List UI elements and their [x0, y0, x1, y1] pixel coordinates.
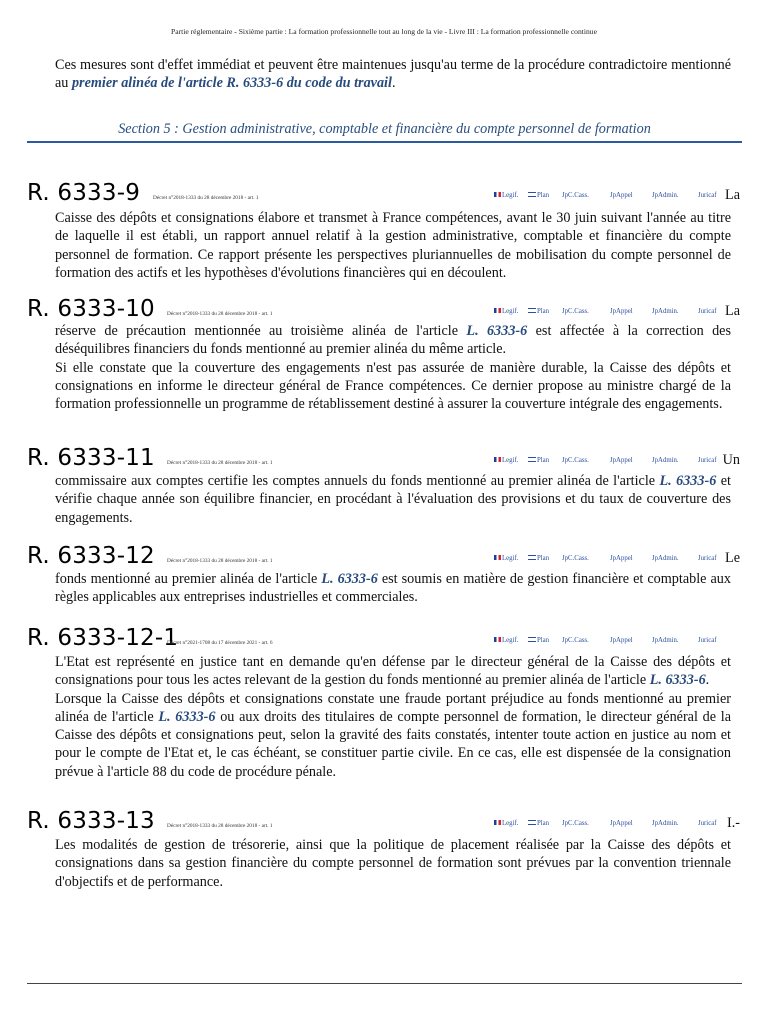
- link-legif[interactable]: [494, 637, 518, 644]
- link-label: Appel: [616, 555, 633, 562]
- link-label: Legif.: [502, 308, 519, 315]
- article-body: [55, 209, 731, 282]
- reference-links: [494, 820, 715, 830]
- link-label: C.Cass.: [568, 457, 589, 464]
- paragraph-text: ou aux droits des titulaires de compte personnel de formation, le directeur général de la Caisse des dépôts et consignations peut, selon la gravité des faits constatés, intenter toute action en justice au nom et pour le compte de l'Etat et, le cas échéant, se constituer partie civile. En ce cas, elle est dispensée de la consignation prévue à l'article 88 du code de procédure pénale.: [55, 708, 731, 780]
- link-legif[interactable]: [494, 192, 518, 199]
- link-admin[interactable]: [652, 555, 679, 562]
- jp-prefix: Jp: [652, 457, 659, 464]
- link-legif[interactable]: [494, 820, 518, 827]
- jp-prefix: Jp: [610, 457, 617, 464]
- link-label: C.Cass.: [568, 308, 589, 315]
- article-link[interactable]: L. 6333-6: [158, 708, 216, 725]
- paragraph-text: Lorsque la Caisse des dépôts et consignations constate une fraude portant préjudice au fonds mentionné au premier alinéa de l'article: [55, 690, 731, 725]
- link-label: Juricaf: [698, 308, 717, 315]
- jp-prefix: Jp: [610, 192, 617, 199]
- link-juricaf[interactable]: [698, 457, 717, 464]
- link-ccass[interactable]: [562, 637, 589, 644]
- article-body: [55, 653, 731, 781]
- link-label: Appel: [616, 637, 633, 644]
- article-number: R. 6333-12: [27, 543, 155, 569]
- article-body: [55, 322, 731, 413]
- link-appel[interactable]: [610, 637, 633, 644]
- link-label: Plan: [537, 457, 550, 464]
- jp-prefix: Jp: [562, 457, 569, 464]
- link-label: Legif.: [502, 192, 519, 199]
- article-first-word: La: [725, 303, 740, 319]
- running-header: Partie réglementaire - Sixième partie : La formation professionnelle tout au long de la vie - Livre III : La formation professionnelle continue: [171, 27, 597, 36]
- link-ccass[interactable]: [562, 192, 589, 199]
- decret-reference[interactable]: Décret n°2018-1333 du 28 décembre 2018 - art. 1: [167, 823, 273, 829]
- article-header: [27, 443, 742, 471]
- link-plan[interactable]: [528, 192, 549, 199]
- article-first-word: Un: [722, 452, 740, 468]
- link-label: Admin.: [658, 457, 679, 464]
- intro-block: [55, 56, 731, 93]
- link-label: Plan: [537, 637, 550, 644]
- link-label: Admin.: [658, 555, 679, 562]
- article-link[interactable]: L. 6333-6: [321, 571, 378, 587]
- paragraph-text: Si elle constate que la couverture des engagements n'est pas assurée de manière durable, la Caisse des dépôts et consignations en informe le directeur général de France compétences. Ce dernier propose au ministre chargé de la formation professionnelle un programme de rétablissement destiné à assurer la couverture intégrale des engagements.: [55, 359, 731, 413]
- link-label: Legif.: [502, 820, 519, 827]
- jp-prefix: Jp: [562, 308, 569, 315]
- reference-links: [494, 308, 715, 318]
- article-number: R. 6333-11: [27, 445, 155, 471]
- jp-prefix: Jp: [652, 308, 659, 315]
- article-paragraph: [55, 472, 731, 527]
- jp-prefix: Jp: [652, 192, 659, 199]
- article-number: R. 6333-13: [27, 808, 155, 834]
- link-label: Legif.: [502, 637, 519, 644]
- link-label: Juricaf: [698, 820, 717, 827]
- jp-prefix: Jp: [610, 555, 617, 562]
- doc-icon: [528, 457, 536, 462]
- article-number: R. 6333-9: [27, 180, 141, 206]
- article-body: [55, 570, 731, 607]
- jp-prefix: Jp: [610, 637, 617, 644]
- link-label: Plan: [537, 555, 550, 562]
- decret-reference[interactable]: Décret n°2021-1708 du 17 décembre 2021 - art. 6: [167, 640, 273, 646]
- decret-reference[interactable]: Décret n°2018-1333 du 28 décembre 2018 - art. 1: [167, 311, 273, 317]
- article-header: [27, 541, 742, 569]
- paragraph-text: est affectée à la correction des déséquilibres financiers du fonds mentionné au premier alinéa du même article.: [55, 323, 731, 358]
- link-label: C.Cass.: [568, 637, 589, 644]
- jp-prefix: Jp: [610, 308, 617, 315]
- decret-reference[interactable]: Décret n°2018-1333 du 28 décembre 2018 - art. 1: [153, 195, 259, 201]
- doc-icon: [528, 555, 536, 560]
- article-paragraph: [55, 209, 731, 282]
- article-paragraph: [55, 836, 731, 891]
- link-plan[interactable]: [528, 555, 549, 562]
- link-ccass[interactable]: [562, 820, 589, 827]
- decret-reference[interactable]: Décret n°2018-1333 du 28 décembre 2018 - art. 1: [167, 460, 273, 466]
- link-label: Appel: [616, 192, 633, 199]
- article-number: R. 6333-10: [27, 296, 155, 322]
- flag-icon: [494, 555, 501, 560]
- link-label: Appel: [616, 308, 633, 315]
- link-appel[interactable]: [610, 192, 633, 199]
- jp-prefix: Jp: [652, 637, 659, 644]
- link-label: Appel: [616, 457, 633, 464]
- link-juricaf[interactable]: [698, 637, 717, 644]
- link-plan[interactable]: [528, 457, 549, 464]
- link-legif[interactable]: [494, 457, 518, 464]
- article-first-word: Le: [725, 550, 740, 566]
- article-header: [27, 178, 742, 206]
- reference-links: [494, 457, 715, 467]
- reference-links: [494, 192, 715, 202]
- link-ccass[interactable]: [562, 555, 589, 562]
- flag-icon: [494, 637, 501, 642]
- jp-prefix: Jp: [562, 192, 569, 199]
- reference-links: [494, 555, 715, 565]
- doc-icon: [528, 308, 536, 313]
- link-legif[interactable]: [494, 308, 518, 315]
- intro-article-link[interactable]: premier alinéa de l'article R. 6333-6 du code du travail: [71, 75, 392, 92]
- article-header: [27, 294, 742, 322]
- article-paragraph: [55, 690, 731, 781]
- paragraph-text: est soumis en matière de gestion financière et comptable aux règles applicables aux entreprises industrielles et commerciales.: [55, 571, 731, 606]
- link-legif[interactable]: [494, 555, 518, 562]
- article-header: [27, 806, 742, 834]
- intro-text: Ces mesures sont d'effet immédiat et peuvent être maintenues jusqu'au terme de la procédure contradictoire mentionné au: [55, 57, 731, 92]
- jp-prefix: Jp: [652, 555, 659, 562]
- flag-icon: [494, 192, 501, 197]
- link-appel[interactable]: [610, 820, 633, 827]
- link-juricaf[interactable]: [698, 820, 717, 827]
- link-label: C.Cass.: [568, 192, 589, 199]
- link-appel[interactable]: [610, 308, 633, 315]
- link-label: Admin.: [658, 637, 679, 644]
- article-paragraph: [55, 653, 731, 690]
- link-label: C.Cass.: [568, 820, 589, 827]
- article-paragraph: [55, 322, 731, 359]
- doc-icon: [528, 637, 536, 642]
- article-number: R. 6333-12-1: [27, 625, 179, 651]
- paragraph-text: réserve de précaution mentionnée au troisième alinéa de l'article: [55, 323, 467, 339]
- footer-divider: [27, 983, 742, 984]
- paragraph-text: .: [705, 672, 710, 689]
- link-label: Admin.: [658, 820, 679, 827]
- link-ccass[interactable]: [562, 308, 589, 315]
- link-appel[interactable]: [610, 555, 633, 562]
- link-label: Legif.: [502, 457, 519, 464]
- article-link[interactable]: L. 6333-6: [659, 473, 717, 489]
- link-label: Admin.: [658, 308, 679, 315]
- intro-paragraph: [55, 56, 731, 93]
- section-title: Section 5 : Gestion administrative, comptable et financière du compte personnel de formation: [118, 121, 651, 137]
- link-label: Juricaf: [698, 555, 717, 562]
- article-link[interactable]: L. 6333-6: [466, 323, 528, 339]
- link-juricaf[interactable]: [698, 555, 717, 562]
- link-label: Admin.: [658, 192, 679, 199]
- link-label: Plan: [537, 820, 550, 827]
- jp-prefix: Jp: [562, 820, 569, 827]
- link-label: Plan: [537, 308, 550, 315]
- flag-icon: [494, 457, 501, 462]
- section-divider: [27, 141, 742, 143]
- link-admin[interactable]: [652, 308, 679, 315]
- paragraph-text: Les modalités de gestion de trésorerie, ainsi que la politique de placement réalisée par la Caisse des dépôts et consignations dans sa gestion financière du compte personnel de formation sont prévues par la convention triennale d'objectifs et de performance.: [55, 837, 731, 890]
- article-body: [55, 472, 731, 527]
- link-label: Legif.: [502, 555, 519, 562]
- link-juricaf[interactable]: [698, 308, 717, 315]
- link-admin[interactable]: [652, 192, 679, 199]
- paragraph-text: Caisse des dépôts et consignations élabore et transmet à France compétences, avant le 30 juin suivant l'année au titre de laquelle il est établi, un rapport annuel relatif à la gestion administrative, comptable et financière du compte personnel de formation. Ce rapport présente les perspectives pluriannuelles de mobilisation du compte personnel de formation des actifs et les hypothèses d'évolutions financières qui en découlent.: [55, 210, 731, 281]
- paragraph-text: fonds mentionné au premier alinéa de l'article: [55, 571, 322, 587]
- paragraph-text: L'Etat est représenté en justice tant en demande qu'en défense par le directeur général de la Caisse des dépôts et consignations pour tous les actes relevant de la gestion du fonds mentionné au premier alinéa de l'article: [55, 654, 731, 689]
- jp-prefix: Jp: [610, 820, 617, 827]
- article-first-word: I.-: [727, 815, 740, 831]
- link-plan[interactable]: [528, 637, 549, 644]
- article-first-word: La: [725, 187, 740, 203]
- link-label: C.Cass.: [568, 555, 589, 562]
- intro-text-end: .: [391, 75, 396, 92]
- reference-links: [494, 637, 715, 647]
- jp-prefix: Jp: [562, 637, 569, 644]
- link-plan[interactable]: [528, 820, 549, 827]
- doc-icon: [528, 820, 536, 825]
- link-label: Plan: [537, 192, 550, 199]
- flag-icon: [494, 308, 501, 313]
- link-label: Appel: [616, 820, 633, 827]
- article-body: [55, 836, 731, 891]
- link-admin[interactable]: [652, 457, 679, 464]
- paragraph-text: et vérifie chaque année son équilibre financier, en procédant à l'évaluation des provisions et du taux de couverture des engagements.: [55, 473, 731, 526]
- jp-prefix: Jp: [652, 820, 659, 827]
- decret-reference[interactable]: Décret n°2018-1333 du 28 décembre 2018 - art. 1: [167, 558, 273, 564]
- link-plan[interactable]: [528, 308, 549, 315]
- article-paragraph: [55, 359, 731, 414]
- article-header: [27, 623, 742, 651]
- flag-icon: [494, 820, 501, 825]
- link-label: Juricaf: [698, 637, 717, 644]
- link-label: Juricaf: [698, 457, 717, 464]
- paragraph-text: commissaire aux comptes certifie les comptes annuels du fonds mentionné au premier alinéa de l'article: [55, 473, 660, 489]
- link-appel[interactable]: [610, 457, 633, 464]
- doc-icon: [528, 192, 536, 197]
- jp-prefix: Jp: [562, 555, 569, 562]
- article-link[interactable]: L. 6333-6: [649, 672, 706, 689]
- article-paragraph: [55, 570, 731, 607]
- link-label: Juricaf: [698, 192, 717, 199]
- link-juricaf[interactable]: [698, 192, 717, 199]
- link-ccass[interactable]: [562, 457, 589, 464]
- link-admin[interactable]: [652, 637, 679, 644]
- link-admin[interactable]: [652, 820, 679, 827]
